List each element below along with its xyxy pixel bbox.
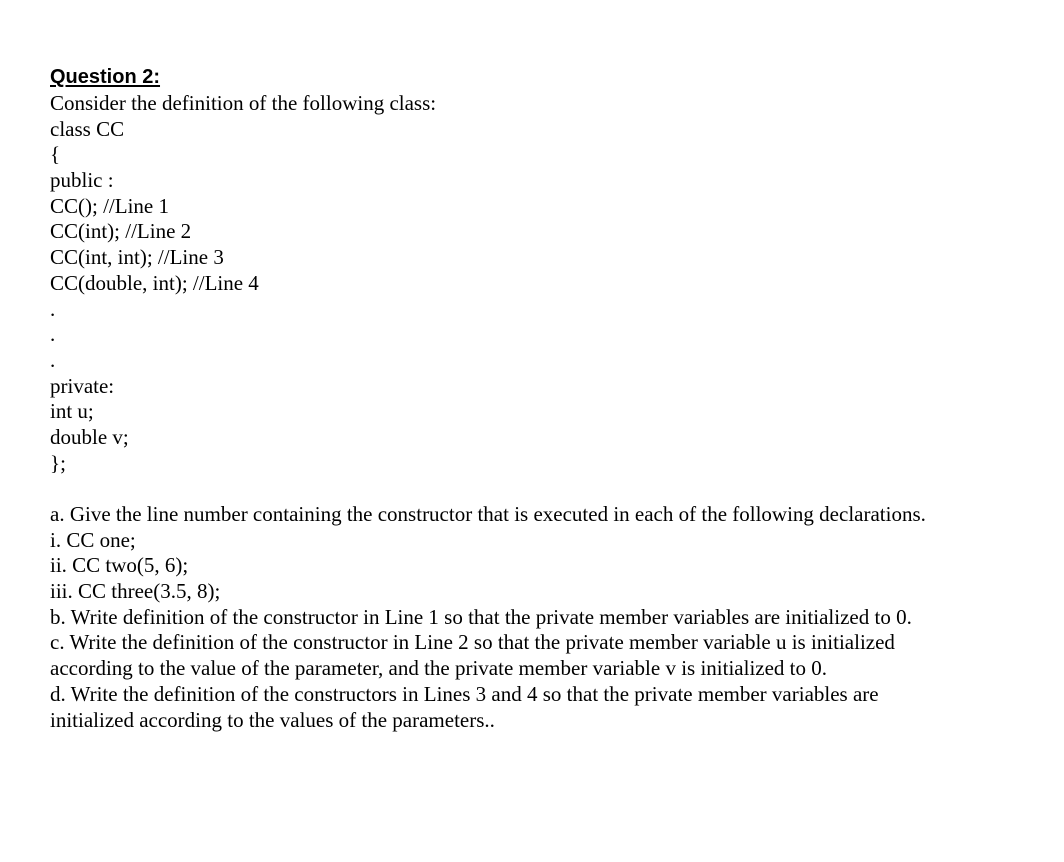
code-line: CC(); //Line 1 <box>50 193 169 218</box>
spacer <box>50 476 926 502</box>
code-ellipsis-dot: . <box>50 322 56 347</box>
question-heading: Question 2: <box>50 66 161 88</box>
code-line: { <box>50 142 61 167</box>
code-line: CC(double, int); //Line 4 <box>50 270 259 295</box>
part-b-text: b. Write definition of the constructor in Line 1 so that the private member variables are initialized to 0. <box>50 604 912 629</box>
question-parts <box>50 502 926 733</box>
part-c-text: c. Write the definition of the constructor in Line 2 so that the private member variable u is initialized <box>50 630 895 655</box>
code-line: CC(int); //Line 2 <box>50 219 192 244</box>
code-line: }; <box>50 450 66 475</box>
class-code-block <box>50 117 926 477</box>
part-d-text: d. Write the definition of the constructors in Lines 3 and 4 so that the private member variables are <box>50 681 879 706</box>
part-d-text-continued: initialized according to the values of the parameters.. <box>50 707 495 732</box>
code-ellipsis-dot: . <box>50 296 56 321</box>
part-c-text-continued: according to the value of the parameter, and the private member variable v is initialized to 0. <box>50 656 828 681</box>
part-a-item-i: i. CC one; <box>50 527 136 552</box>
code-line: public : <box>50 168 114 193</box>
code-line: class CC <box>50 116 125 141</box>
part-a-item-ii: ii. CC two(5, 6); <box>50 553 189 578</box>
code-line: int u; <box>50 399 94 424</box>
intro-text: Consider the definition of the following class: <box>50 91 437 115</box>
code-line: private: <box>50 373 115 398</box>
code-ellipsis-dot: . <box>50 347 56 372</box>
part-a-item-iii: iii. CC three(3.5, 8); <box>50 579 221 604</box>
part-a-text: a. Give the line number containing the constructor that is executed in each of the following declarations. <box>50 502 926 526</box>
code-line: double v; <box>50 424 129 449</box>
question-body <box>50 91 926 733</box>
code-line: CC(int, int); //Line 3 <box>50 245 224 270</box>
